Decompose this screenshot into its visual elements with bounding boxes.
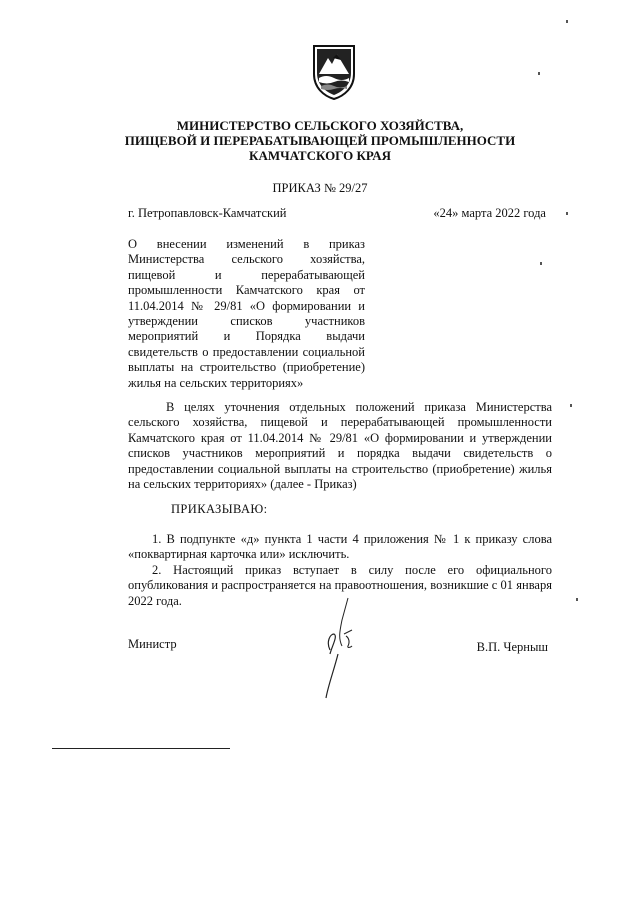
order-item: 2. Настоящий приказ вступает в силу после его официального опубликования и распространяется на правоотношения, возникшие с 01 января 2022 года. <box>128 562 552 608</box>
scan-artifact <box>570 404 572 407</box>
handwritten-signature-icon <box>312 590 372 700</box>
signatory-title: Министр <box>128 637 177 651</box>
scan-artifact <box>566 212 568 215</box>
heading-line-2: ПИЩЕВОЙ И ПЕРЕРАБАТЫВАЮЩЕЙ ПРОМЫШЛЕННОСТИ <box>124 133 516 148</box>
footer-divider <box>52 748 230 749</box>
preamble-paragraph: В целях уточнения отдельных положений приказа Министерства сельского хозяйства, пищевой и перерабатывающей промышленности Камчатского края от 11.04.2014 № 29/81 «О формировании и утверждении списков участников мероприятий и порядка выдачи свидетельств о предоставлении социальной выплаты на строительство (приобретение) жилья на сельских территориях» (далее - Приказ) <box>128 400 552 492</box>
scan-artifact <box>540 262 542 265</box>
order-date: «24» марта 2022 года <box>433 206 546 220</box>
scan-artifact <box>538 72 540 75</box>
ministry-heading <box>100 118 540 163</box>
signatory-name: В.П. Черныш <box>476 640 548 654</box>
heading-line-1: МИНИСТЕРСТВО СЕЛЬСКОГО ХОЗЯЙСТВА, <box>176 118 464 133</box>
city: г. Петропавловск-Камчатский <box>128 206 287 220</box>
order-number: ПРИКАЗ № 29/27 <box>272 181 368 195</box>
heading-line-3: КАМЧАТСКОГО КРАЯ <box>249 148 391 163</box>
scan-artifact <box>576 598 578 601</box>
order-subject: О внесении изменений в приказ Министерства сельского хозяйства, пищевой и перерабатывающей промышленности Камчатского края от 11.04.2014 № 29/81 «О формировании и утверждении списков участников мероприятий и Порядка выдачи свидетельств о предоставлении социальной выплаты на строительство (приобретение) жилья на сельских территориях» <box>128 237 365 390</box>
scan-artifact <box>566 20 568 23</box>
kamchatka-coat-of-arms-icon <box>311 44 357 100</box>
order-item: 1. В подпункте «д» пункта 1 части 4 приложения № 1 к приказу слова «поквартирная карточка или» исключить. <box>128 532 552 562</box>
order-word: ПРИКАЗЫВАЮ: <box>171 502 268 516</box>
